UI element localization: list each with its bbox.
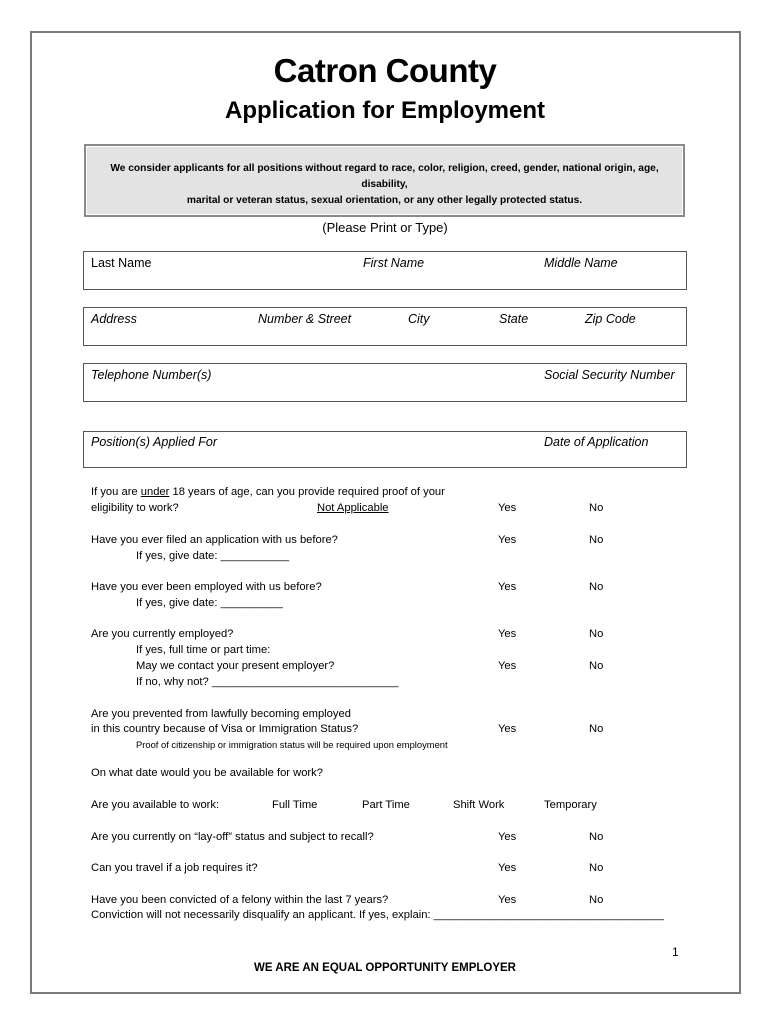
under18-no[interactable]: No [589,502,604,514]
felony-question: Have you been convicted of a felony within the last 7 years? [91,894,389,906]
filed-before-date[interactable]: If yes, give date: ___________ [136,550,290,562]
middle-name-label: Middle Name [544,256,618,270]
county-title: Catron County [273,52,497,89]
available-to-work-question: Are you available to work: [91,799,220,811]
under18-emphasis: under [140,486,170,498]
first-name-label: First Name [363,256,425,270]
full-part-time-question: If yes, full time or part time: [136,644,271,656]
filed-before-question: Have you ever filed an application with us before? [91,534,338,546]
prevented-no[interactable]: No [589,723,604,735]
employed-before-date[interactable]: If yes, give date: __________ [136,597,283,609]
equal-treatment-notice [84,144,685,217]
travel-yes[interactable]: Yes [498,862,517,874]
address-label: Address [91,312,137,326]
employed-before-question: Have you ever been employed with us before? [91,581,322,593]
telephone-field-box[interactable] [83,363,687,402]
available-date-question: On what date would you be available for work? [91,767,323,779]
telephone-label: Telephone Number(s) [91,368,212,382]
part-time-option[interactable]: Part Time [362,799,410,811]
last-name-text: Last Name [91,256,152,270]
notice-line-2: marital or veteran status, sexual orientation, or any other legally protected status. [186,195,583,206]
under18-text-a: If you are [91,486,138,498]
under18-yes[interactable]: Yes [498,502,517,514]
not-applicable-option[interactable]: Not Applicable [317,502,389,514]
contact-employer-question: May we contact your present employer? [136,660,335,672]
shift-work-option[interactable]: Shift Work [453,799,505,811]
filed-before-no[interactable]: No [589,534,604,546]
currently-employed-no[interactable]: No [589,628,604,640]
last-name-label [91,256,151,270]
felony-no[interactable]: No [589,894,604,906]
position-field-box[interactable] [83,431,687,468]
contact-employer-no[interactable]: No [589,660,604,672]
contact-employer-yes[interactable]: Yes [498,660,517,672]
zip-code-label: Zip Code [585,312,636,326]
state-label: State [499,312,529,326]
felony-yes[interactable]: Yes [498,894,517,906]
temporary-option[interactable]: Temporary [544,799,597,811]
number-street-label: Number & Street [258,312,352,326]
layoff-yes[interactable]: Yes [498,831,517,843]
full-time-option[interactable]: Full Time [272,799,318,811]
filed-before-yes[interactable]: Yes [498,534,517,546]
positions-label: Position(s) Applied For [91,435,217,449]
city-label: City [408,312,430,326]
employed-before-yes[interactable]: Yes [498,581,517,593]
conviction-explain-field[interactable]: Conviction will not necessarily disqualify an applicant. If yes, explain: _____________________________________ [91,909,664,921]
under18-question [91,485,445,499]
print-instruction: (Please Print or Type) [322,220,448,235]
why-not-field[interactable]: If no, why not? ______________________________ [136,676,399,688]
employed-before-no[interactable]: No [589,581,604,593]
currently-employed-question: Are you currently employed? [91,628,234,640]
prevented-yes[interactable]: Yes [498,723,517,735]
travel-question: Can you travel if a job requires it? [91,862,258,874]
currently-employed-yes[interactable]: Yes [498,628,517,640]
prevented-question-line1: Are you prevented from lawfully becoming employed [91,708,351,720]
notice-text [92,161,677,209]
address-field-box[interactable] [83,307,687,346]
travel-no[interactable]: No [589,862,604,874]
ssn-label: Social Security Number [544,368,675,382]
page-number: 1 [672,945,679,959]
layoff-no[interactable]: No [589,831,604,843]
under18-question-line2: eligibility to work? [91,502,179,514]
proof-note: Proof of citizenship or immigration status will be required upon employment [136,739,448,750]
form-title: Application for Employment [224,97,545,124]
notice-line-1: We consider applicants for all positions without regard to race, color, religion, creed, gender, national origin, age, disability, [110,163,659,190]
prevented-question-line2: in this country because of Visa or Immigration Status? [91,723,359,735]
name-field-box[interactable] [83,251,687,290]
equal-opportunity-footer: WE ARE AN EQUAL OPPORTUNITY EMPLOYER [254,962,516,974]
date-of-application-label: Date of Application [544,435,649,449]
layoff-question: Are you currently on “lay-off” status and subject to recall? [91,831,374,843]
under18-text-c: 18 years of age, can you provide required proof of your [172,486,445,498]
